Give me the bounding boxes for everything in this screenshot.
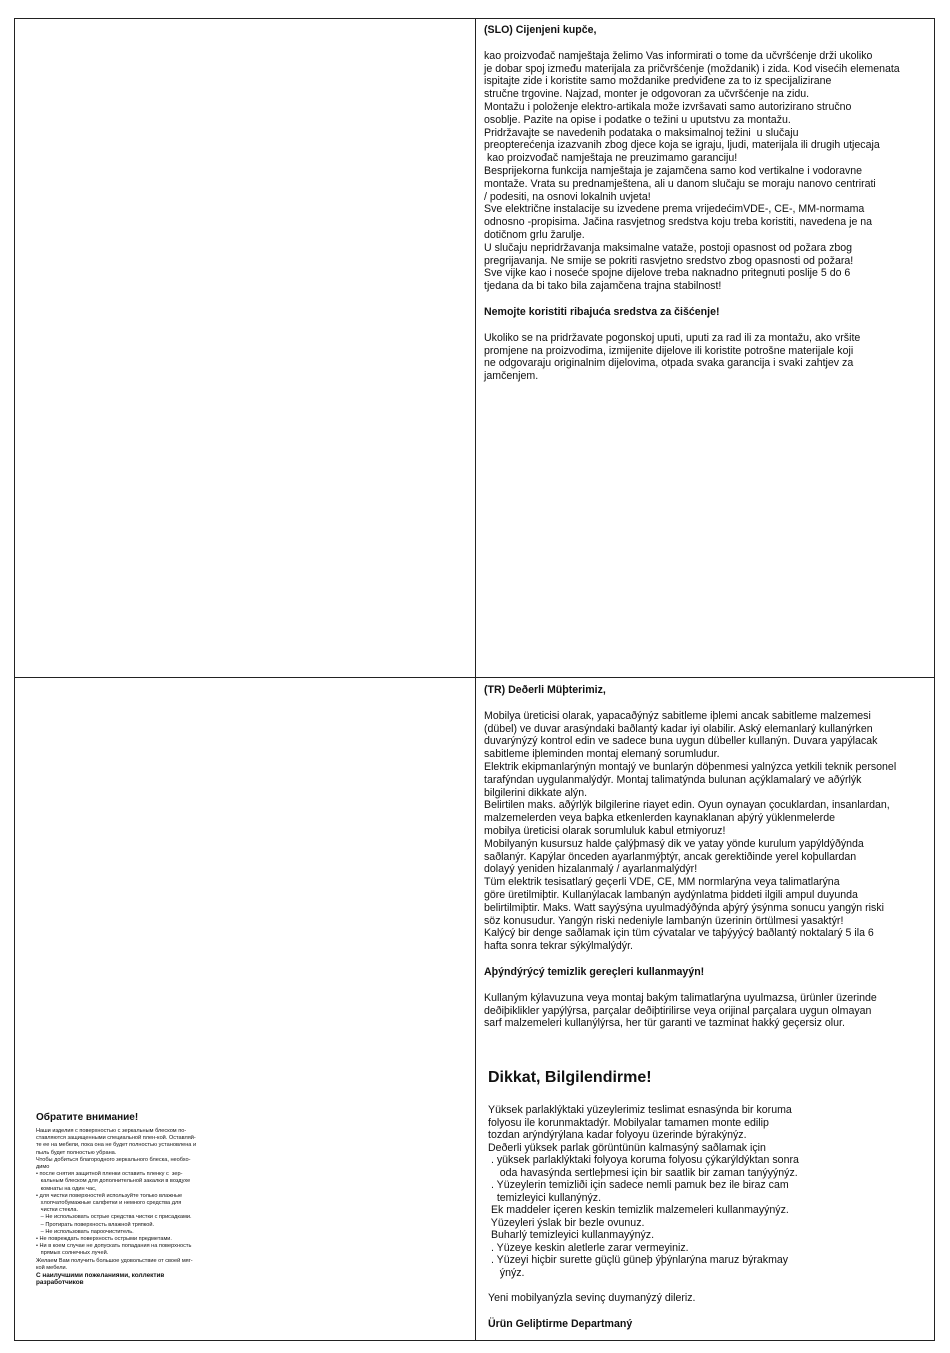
text-line: Kullaným kýlavuzuna veya montaj bakým talimatlarýna uyulmazsa, ürünler üzerinde [484,991,877,1004]
slo-body [484,50,928,293]
slo-section [484,24,928,383]
text-line: – Не использовать пароочиститель. [36,1228,134,1235]
text-line: deðiþiklikler yapýlýrsa, parçalar deðiþtirilirse veya orijinal parçalara uygun olmayan [484,1004,872,1017]
text-line: preopterećenja izazvanih zbog djece koja se igraju, ljudi, materijala ili drugih utjecaja [484,139,880,152]
dikkat-title: Dikkat, Bilgilendirme! [488,1069,652,1086]
text-line: tjedana da bi tako bila zajamčena trajna stabilnost! [484,280,722,293]
text-line: pregrijavanja. Ne smije se pokriti rasvjetno sredstvo zbog opasnosti od požara! [484,254,854,267]
ru-section [36,1111,236,1286]
text-line: sabitleme iþleminden montaj elemaný sorumludur. [484,748,720,761]
text-line: Ukoliko se na pridržavate pogonskoj uputi, uputi za rad ili za montažu, ako vršite [484,331,861,344]
text-line: montaže. Vrata su prednamještena, ali u danom slučaju se moraju nanovo centrirati [484,177,876,190]
text-line: U slučaju nepridržavanja maksimalne vataže, postoji opasnost od požara zbog [484,241,853,254]
text-line: Kalýcý bir denge saðlamak için tüm cývatalar ve taþýyýcý baðlantý noktalarý 5 ila 6 [484,927,874,940]
text-line: ne odgovaraju originalnim dijelovima, otpada svaka garancija i svaki zahtjev za [484,357,854,370]
text-line: osoblje. Pazite na opise i podatke o težini u uputstvu za montažu. [484,113,791,126]
text-line: Besprijekorna funkcija namještaja je zajamčena samo kod vertikalne i vodoravne [484,164,863,177]
text-line: . Yüzeylerin temizliði için sadece nemli pamuk bez ile biraz cam [488,1179,789,1191]
text-line: stručne trgovine. Najzad, monter je odgovoran za učvršćenje na zidu. [484,88,810,101]
text-line: bilgilerini dikkate alýn. [484,786,588,799]
text-line: • после снятия защитной пленки оставить пленку с зер- [36,1171,183,1178]
text-line: Pridržavajte se navedenih podataka o maksimalnoj težini u slučaju [484,126,799,139]
dikkat-section [488,1068,928,1330]
text-line: разработчиков [36,1279,84,1287]
text-line: • Ни в коем случае не допускать попадания на поверхность [36,1243,192,1250]
text-line: mobilya üreticisi olarak sorumluluk kabul etmiyoruz! [484,824,726,837]
text-line: пыль будет полностью убрана. [36,1149,117,1156]
text-line: / podesiti, na osnovi lokalnih uvjeta! [484,190,651,203]
text-line: . yüksek parlaklýktaki folyoya koruma folyosu çýkarýldýktan sonra [488,1154,799,1166]
text-line: söz konusudur. Yangýn riski nedeniyle lambanýn üzerinin örtülmesi yasaktýr! [484,914,844,927]
dikkat-body [488,1104,928,1279]
text-line: димо [36,1164,50,1171]
tr-disclaimer [484,992,928,1030]
text-line: Elektrik ekipmanlarýnýn montajý ve bunlarýn döþenmesi yalnýzca yetkili teknik personel [484,760,897,773]
text-line: Чтобы добиться благородного зеркального блеска, необхо- [36,1156,191,1163]
text-line: tozdan arýndýrýlana kadar folyoyu üzerinde býrakýnýz. [488,1129,747,1141]
text-line: (dübel) ve duvar arasýndaki baðlantý kadar iyi olabilir. Aský elemanlarý kullanýrken [484,722,873,735]
text-line: sarf malzemeleri kullanýlýrsa, her tür garanti ve tazminat hakký geçersiz olur. [484,1017,845,1030]
text-line: кой мебели. [36,1264,68,1271]
text-line: Yüksek parlaklýktaki yüzeylerimiz teslimat esnasýnda bir koruma [488,1104,792,1116]
text-line: kao proizvođač namještaja želimo Vas informirati o tome da učvršćenje drži ukoliko [484,49,873,62]
text-line: temizleyici kullanýnýz. [488,1191,602,1204]
slo-disclaimer [484,332,928,383]
text-line: – Не использовать острые средства чистки с присадками. [36,1214,192,1221]
text-line: Наши изделия с поверхностью с зеркальным блеском по- [36,1128,187,1134]
text-line: • для чистки поверхностей используйте только влажные [36,1192,183,1199]
text-line: Ek maddeler içeren keskin temizlik malzemeleri kullanmayýnýz. [488,1204,789,1216]
tr-section [484,684,928,1030]
text-line: Mobilya üreticisi olarak, yapacaðýnýz sabitleme iþlemi ancak sabitleme malzemesi [484,709,871,722]
slo-title: (SLO) Cijenjeni kupče, [484,24,597,36]
text-line: dolayý yeniden hizalanmalý / ayarlanmalýdýr! [484,863,698,876]
text-line: комнаты на один час, [36,1185,97,1192]
text-line: Sve električne instalacije su izvedene prema vrijedećimVDE-, CE-, MM-normama [484,203,865,216]
text-line: хлопчатобумажные салфетки и немного средства для [36,1200,182,1207]
text-line: Tüm elektrik tesisatlarý geçerli VDE, CE, MM normlarýna veya talimatlarýna [484,876,840,889]
text-line: . Yüzeye keskin aletlerle zarar vermeyiniz. [488,1241,689,1254]
text-line: – Протирать поверхность влажной тряпкой. [36,1221,155,1228]
text-line: folyosu ile korunmaktadýr. Mobilyalar tamamen monte edilip [488,1116,769,1129]
text-line: saðlanýr. Kapýlar önceden ayarlanmýþtýr, ancak gerektiðinde yerel koþullardan [484,850,857,863]
text-line: Желаем Вам получить большое удовольствие от своей мяг- [36,1257,193,1264]
text-line: kao proizvođač namještaja ne preuzimamo garanciju! [484,152,738,165]
dikkat-closing: Yeni mobilyanýzla sevinç duymanýzý dileriz. [488,1292,696,1304]
text-line: Mobilyanýn kusursuz halde çalýþmasý dik ve yatay yönde kurulum yapýldýðýnda [484,837,864,850]
text-line: Yüzeyleri ýslak bir bezle ovunuz. [488,1216,645,1229]
text-line: те ее на мебели, пока она не будет полностью установлена и [36,1142,197,1149]
text-line: odnosno -propisima. Jačina rasvjetnog sredstva koju treba koristiti, navedena je na [484,216,873,229]
text-line: Buharlý temizleyici kullanmayýnýz. [488,1229,655,1241]
text-line: promjene na proizvodima, izmijenite dijelove ili koristite potrošne materijale koji [484,344,854,357]
text-line: belirtilmiþtir. Maks. Watt sayýsýna uyulmadýðýnda aþýrý ýsýnma sonucu yangýn riski [484,901,884,914]
text-line: чистки стекла. [36,1207,79,1214]
text-line: ispitajte zide i koristite samo moždanike predviđene za to iz specijalizirane [484,75,832,88]
text-line: ставляются защищенными специальной плен-кой. Оставляй- [36,1135,196,1142]
text-line: кальным блеском для дополнительной закалки в воздухе [36,1178,191,1185]
text-line: je dobar spoj između materijala za pričvršćenje (moždanik) i zida. Kod visećih elemenata [484,62,900,75]
text-line: С наилучшими пожеланиями, коллектив [36,1272,165,1280]
row-divider [14,677,935,678]
slo-warning: Nemojte koristiti ribajuća sredstva za čišćenje! [484,305,720,318]
ru-body [36,1128,236,1272]
text-line: malzemelerden veya baþka etkenlerden kaynaklanan aþýrý yüklenmelerde [484,812,835,825]
text-line: ýnýz. [488,1266,525,1279]
text-line: Belirtilen maks. aðýrlýk bilgilerine riayet edin. Oyun oynayan çocuklardan, insanlardan, [484,799,890,812]
text-line: dotičnom grlu žarulje. [484,228,585,241]
tr-body [484,710,928,953]
text-line: tarafýndan uygulanmalýdýr. Montaj talimatýnda bulunan açýklamalarý ve aðýrlýk [484,773,862,786]
tr-title: (TR) Deðerli Müþterimiz, [484,684,606,696]
ru-title: Обратите внимание! [36,1112,139,1123]
text-line: • Не повреждать поверхность острыми предметами. [36,1236,172,1243]
text-line: прямых солнечных лучей. [36,1250,109,1257]
text-line: Deðerli yüksek parlak görüntünün kalmasýný saðlamak için [488,1141,766,1154]
text-line: duvarýnýzý kontrol edin ve sadece buna uygun dübeller kullanýn. Duvara yapýlacak [484,735,878,748]
dikkat-signature: Ürün Geliþtirme Departmaný [488,1317,633,1330]
text-line: Montažu i položenje elektro-artikala može izvršavati samo autorizirano stručno [484,100,852,113]
text-line: oda havasýnda sertleþmesi için bir saatlik bir zaman tanýyýnýz. [488,1166,798,1179]
text-line: göre üretilmiþtir. Kullanýlacak lambanýn aydýnlatma þiddeti ilgili ampul duyunda [484,888,858,901]
text-line: jamčenjem. [484,370,539,383]
text-line: hafta sonra tekrar sýkýlmalýdýr. [484,940,633,953]
tr-warning: Aþýndýrýcý temizlik gereçleri kullanmayýn! [484,965,705,978]
text-line: Sve vijke kao i noseće spojne dijelove treba naknadno pritegnuti poslije 5 do 6 [484,267,851,280]
ru-closing [36,1272,236,1286]
text-line: . Yüzeyi hiçbir surette güçlü güneþ ýþýnlarýna maruz býrakmay [488,1254,789,1266]
column-divider [475,18,476,1341]
